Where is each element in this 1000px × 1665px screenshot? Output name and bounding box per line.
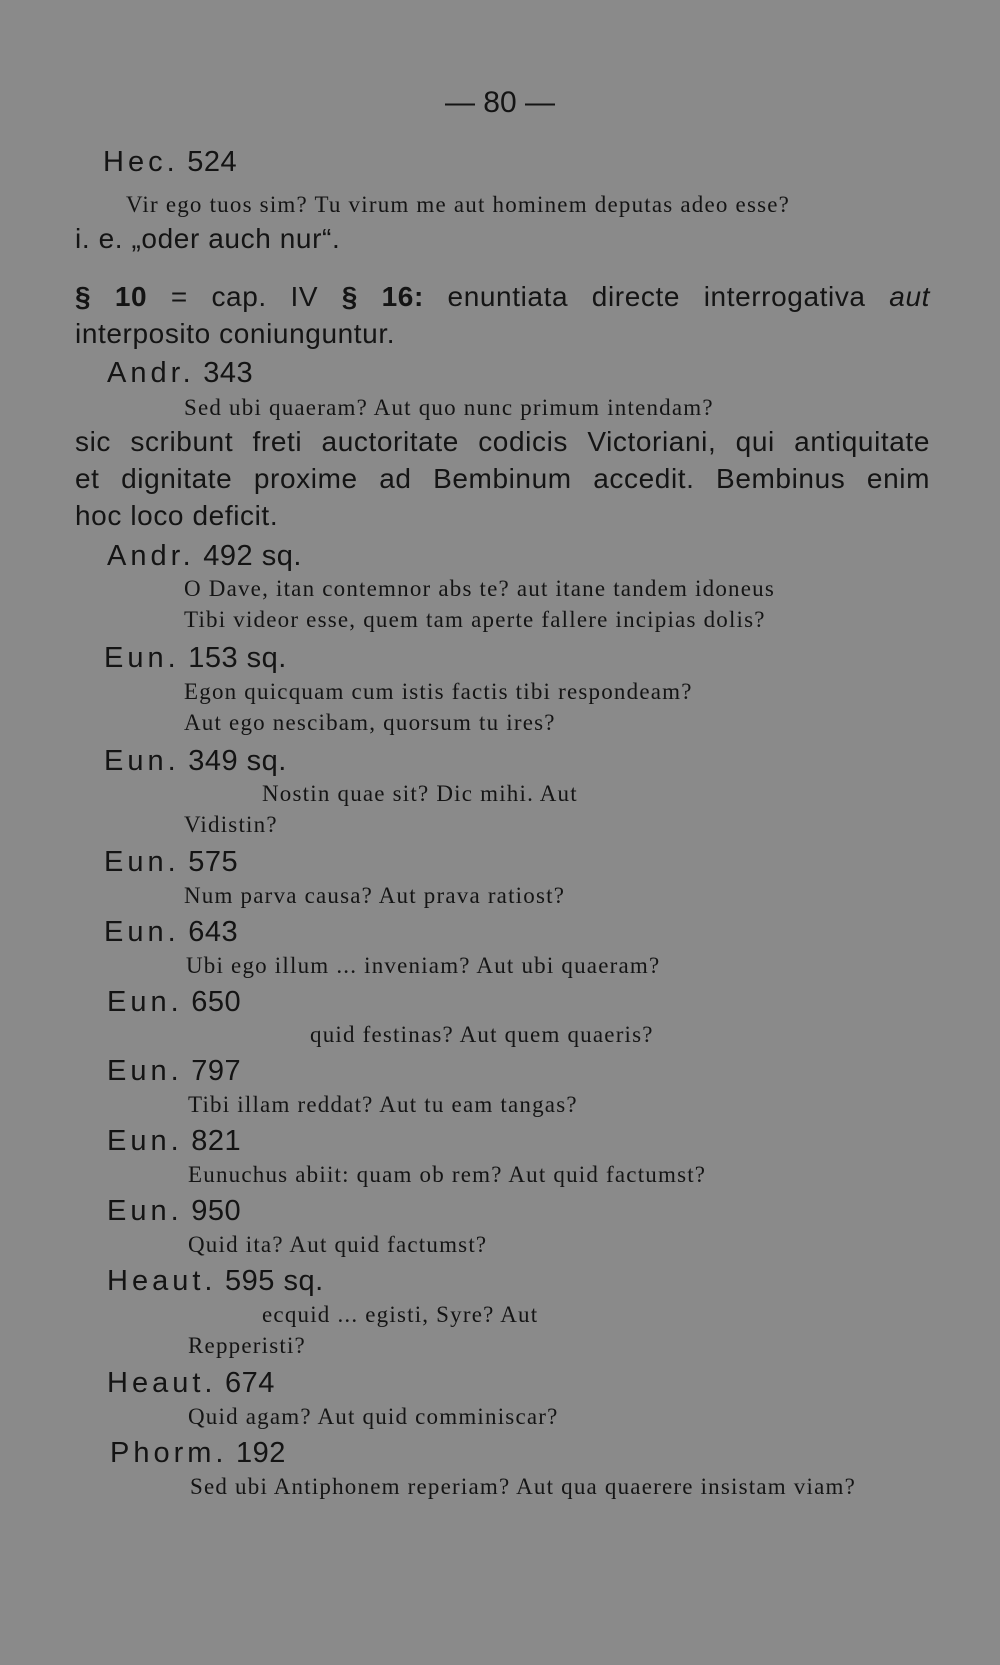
citation-heaut-674 xyxy=(107,1367,275,1400)
citation-andr-343 xyxy=(107,357,253,390)
citation-abbr: Eun. xyxy=(107,1195,183,1227)
paragraph-line-1: sic scribunt freti auctoritate codicis Victoriani, qui antiquitate xyxy=(75,426,930,457)
gloss-line: i. e. „oder auch nur“. xyxy=(75,223,341,254)
citation-abbr: Eun. xyxy=(107,1125,183,1157)
citation-number: 643 xyxy=(188,916,239,948)
quote-line: Eunuchus abiit: quam ob rem? Aut quid factumst? xyxy=(188,1162,707,1187)
citation-number: 524 xyxy=(187,146,238,178)
citation-number: 192 xyxy=(236,1437,286,1469)
citation-abbr: Eun. xyxy=(107,1055,183,1087)
citation-eun-950 xyxy=(107,1195,241,1228)
citation-number: 349 sq. xyxy=(188,745,287,777)
citation-hec-524 xyxy=(103,146,237,179)
section-cap: = cap. IV xyxy=(147,281,342,312)
citation-abbr: Eun. xyxy=(104,846,180,878)
citation-number: 343 xyxy=(203,357,254,389)
paragraph-line-2: et dignitate proxime ad Bembinum accedit. Bembinus enim xyxy=(75,463,930,494)
page-number: — 80 — xyxy=(444,86,556,119)
quote-line: Repperisti? xyxy=(188,1333,306,1358)
section-text: enuntiata directe interrogativa xyxy=(423,281,890,312)
quote-line: Quid ita? Aut quid factumst? xyxy=(188,1232,488,1257)
citation-number: 821 xyxy=(191,1125,242,1157)
citation-phorm-192 xyxy=(110,1437,286,1470)
citation-abbr: Eun. xyxy=(104,916,180,948)
citation-abbr: Eun. xyxy=(107,986,183,1018)
quote-line: Nostin quae sit? Dic mihi. Aut xyxy=(262,781,578,806)
citation-eun-153 xyxy=(104,642,287,675)
quote-line: quid festinas? Aut quem quaeris? xyxy=(310,1022,654,1047)
quote-line: Sed ubi quaeram? Aut quo nunc primum intendam? xyxy=(184,395,714,420)
quote-line: Tibi videor esse, quem tam aperte fallere incipias dolis? xyxy=(184,607,766,632)
quote-line: ecquid ... egisti, Syre? Aut xyxy=(262,1302,539,1327)
citation-eun-650 xyxy=(107,986,241,1019)
section-aut-italic: aut xyxy=(889,281,930,312)
citation-abbr: Andr. xyxy=(107,357,195,389)
quote-line: Sed ubi Antiphonem reperiam? Aut qua quaerere insistam viam? xyxy=(190,1474,857,1499)
quote-line: O Dave, itan contemnor abs te? aut itane tandem idoneus xyxy=(184,576,775,601)
quote-line: Quid agam? Aut quid comminiscar? xyxy=(188,1404,559,1429)
quote-line: Num parva causa? Aut prava ratiost? xyxy=(184,883,566,908)
citation-eun-349 xyxy=(104,745,287,778)
citation-number: 595 sq. xyxy=(225,1265,324,1297)
citation-number: 950 xyxy=(191,1195,242,1227)
citation-number: 650 xyxy=(191,986,242,1018)
paragraph-line-3: hoc loco deficit. xyxy=(75,500,279,531)
section-symbol-10: § 10 xyxy=(75,281,148,312)
quote-line: Vidistin? xyxy=(184,812,278,837)
citation-heaut-595 xyxy=(107,1265,324,1298)
section-heading xyxy=(75,281,930,313)
citation-number: 575 xyxy=(188,846,239,878)
quote-line: Aut ego nescibam, quorsum tu ires? xyxy=(184,710,556,735)
citation-eun-797 xyxy=(107,1055,241,1088)
citation-abbr: Hec. xyxy=(103,146,179,178)
citation-number: 797 xyxy=(191,1055,242,1087)
citation-abbr: Phorm. xyxy=(110,1437,228,1469)
section-heading-line2: interposito coniunguntur. xyxy=(75,318,396,349)
citation-eun-643 xyxy=(104,916,238,949)
quote-line: Vir ego tuos sim? Tu virum me aut hominem deputas adeo esse? xyxy=(126,192,791,217)
citation-abbr: Heaut. xyxy=(107,1367,217,1399)
citation-andr-492 xyxy=(107,540,302,573)
citation-abbr: Eun. xyxy=(104,745,180,777)
citation-abbr: Andr. xyxy=(107,540,195,572)
quote-line: Tibi illam reddat? Aut tu eam tangas? xyxy=(188,1092,578,1117)
citation-number: 674 xyxy=(225,1367,275,1399)
citation-eun-575 xyxy=(104,846,238,879)
quote-line: Egon quicquam cum istis factis tibi respondeam? xyxy=(184,679,693,704)
citation-number: 492 sq. xyxy=(203,540,302,572)
citation-abbr: Heaut. xyxy=(107,1265,217,1297)
section-symbol-16: § 16: xyxy=(341,281,424,312)
citation-abbr: Eun. xyxy=(104,642,180,674)
quote-line: Ubi ego illum ... inveniam? Aut ubi quaeram? xyxy=(186,953,661,978)
citation-eun-821 xyxy=(107,1125,241,1158)
citation-number: 153 sq. xyxy=(188,642,287,674)
